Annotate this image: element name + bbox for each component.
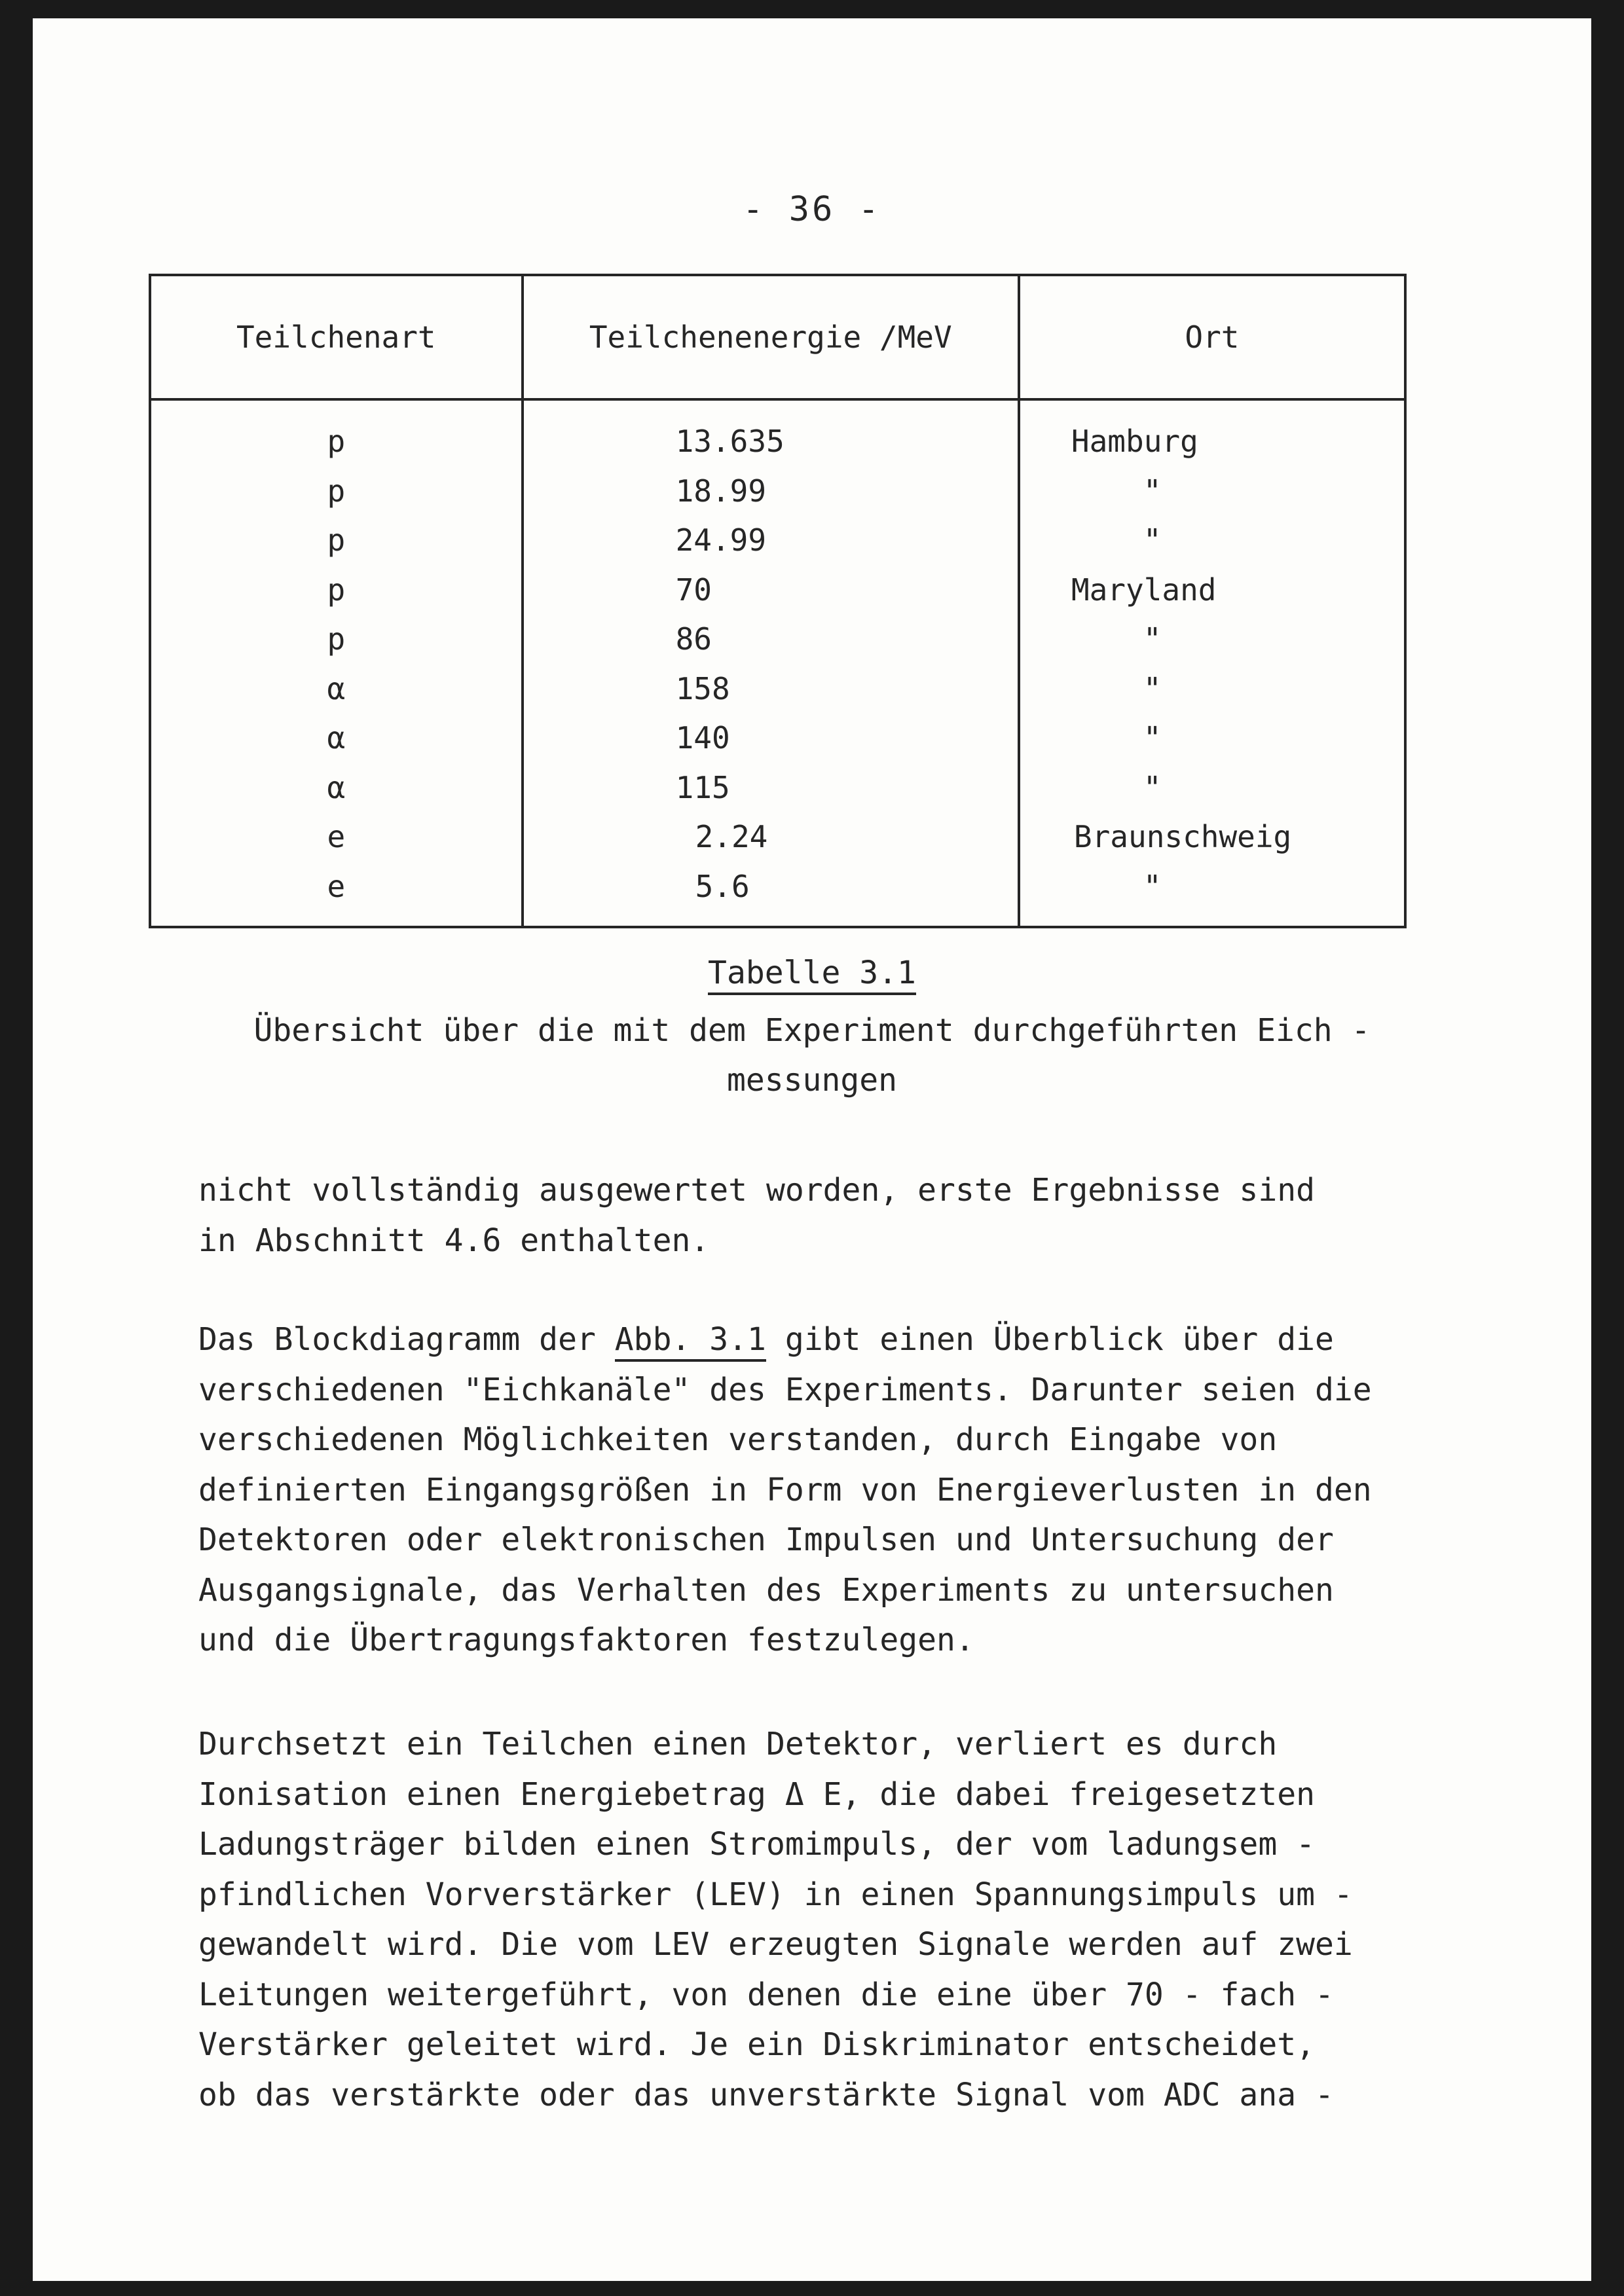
table-cell: Maryland: [1071, 572, 1217, 608]
text-line: Ladungsträger bilden einen Stromimpuls, der vom ladungsem -: [198, 1826, 1316, 1863]
figure-reference: Abb. 3.1: [615, 1321, 766, 1362]
paragraph-continuation: [198, 1165, 1508, 1266]
document-page: [33, 18, 1591, 2281]
page-number: - 36 -: [743, 190, 881, 229]
table-caption-text: Übersicht über die mit dem Experiment durchgeführten Eich - messungen: [253, 1012, 1371, 1099]
text-line: ob das verstärkte oder das unverstärkte Signal vom ADC ana -: [198, 2076, 1334, 2113]
table-cell: 140: [675, 720, 730, 756]
paragraph-block-diagram: [198, 1315, 1508, 1666]
table-cell: p: [327, 572, 346, 608]
text-line: Ionisation einen Energiebetrag Δ E, die dabei freigesetzten: [198, 1776, 1316, 1813]
table-cell: Hamburg: [1071, 424, 1198, 459]
energy-column: [523, 399, 1019, 927]
text-fragment: gibt einen Überblick über die: [766, 1321, 1334, 1358]
table-header-row: [150, 275, 1405, 399]
table-cell: ": [1143, 522, 1162, 558]
table-cell: ": [1143, 720, 1162, 756]
particle-column: [150, 399, 523, 927]
table-cell: 70: [675, 572, 712, 608]
text-line: pfindlichen Vorverstärker (LEV) in einen Spannungsimpuls um -: [198, 1876, 1353, 1913]
table-cell: ": [1143, 868, 1162, 904]
text-fragment: Das Blockdiagramm der: [198, 1321, 615, 1358]
table-cell: α: [327, 720, 346, 756]
table-cell: p: [327, 473, 346, 509]
text-line: definierten Eingangsgrößen in Form von Energieverlusten in den: [198, 1471, 1372, 1508]
table-cell: 86: [675, 621, 712, 657]
text-line: Verstärker geleitet wird. Je ein Diskriminator entscheidet,: [198, 2026, 1316, 2063]
text-line: Detektoren oder elektronischen Impulsen und Untersuchung der: [198, 1522, 1334, 1558]
table-cell: 2.24: [695, 819, 768, 854]
table-cell: e: [327, 868, 346, 904]
text-line: [198, 1315, 1508, 1365]
text-line: Durchsetzt ein Teilchen einen Detektor, verliert es durch: [198, 1726, 1278, 1762]
text-line: Leitungen weitergeführt, von denen die eine über 70 - fach -: [198, 1976, 1334, 2013]
text-line: Ausgangsignale, das Verhalten des Experiments zu untersuchen: [198, 1571, 1334, 1609]
table-cell: 18.99: [675, 473, 767, 509]
calibration-table: [149, 274, 1407, 928]
paragraph-detector-signal: [198, 1719, 1508, 2120]
header-location: Ort: [1019, 275, 1405, 399]
table-cell: ": [1143, 670, 1162, 706]
table-cell: 5.6: [695, 868, 750, 904]
table-body-row: [150, 399, 1405, 927]
text-line: in Abschnitt 4.6 enthalten.: [198, 1222, 710, 1259]
table-cell: ": [1143, 769, 1162, 805]
table-cell: ": [1143, 473, 1162, 509]
header-particle-energy: Teilchenenergie /MeV: [523, 275, 1019, 399]
table-cell: 158: [675, 670, 730, 706]
table-cell: Braunschweig: [1073, 819, 1292, 854]
table-cell: p: [327, 621, 346, 657]
location-column: [1019, 399, 1405, 927]
text-line: gewandelt wird. Die vom LEV erzeugten Signale werden auf zwei: [198, 1926, 1353, 1963]
table-cell: ": [1143, 621, 1162, 657]
table-caption-title-text: Tabelle 3.1: [708, 955, 916, 995]
text-line: verschiedenen "Eichkanäle" des Experiments. Darunter seien die: [198, 1371, 1372, 1408]
table-cell: 115: [675, 769, 730, 805]
table-caption-title: [33, 955, 1591, 991]
table-cell: e: [327, 819, 346, 854]
header-particle-type: Teilchenart: [150, 275, 523, 399]
text-line: verschiedenen Möglichkeiten verstanden, durch Eingabe von: [198, 1421, 1278, 1458]
table-cell: 24.99: [675, 522, 767, 558]
table-cell: p: [327, 522, 346, 558]
table-cell: p: [327, 424, 346, 459]
table-cell: α: [327, 769, 346, 805]
table-cell: α: [327, 670, 346, 706]
text-line: nicht vollständig ausgewertet worden, erste Ergebnisse sind: [198, 1172, 1316, 1209]
table-cell: 13.635: [675, 424, 784, 459]
text-line: und die Übertragungsfaktoren festzulegen.: [198, 1622, 974, 1658]
